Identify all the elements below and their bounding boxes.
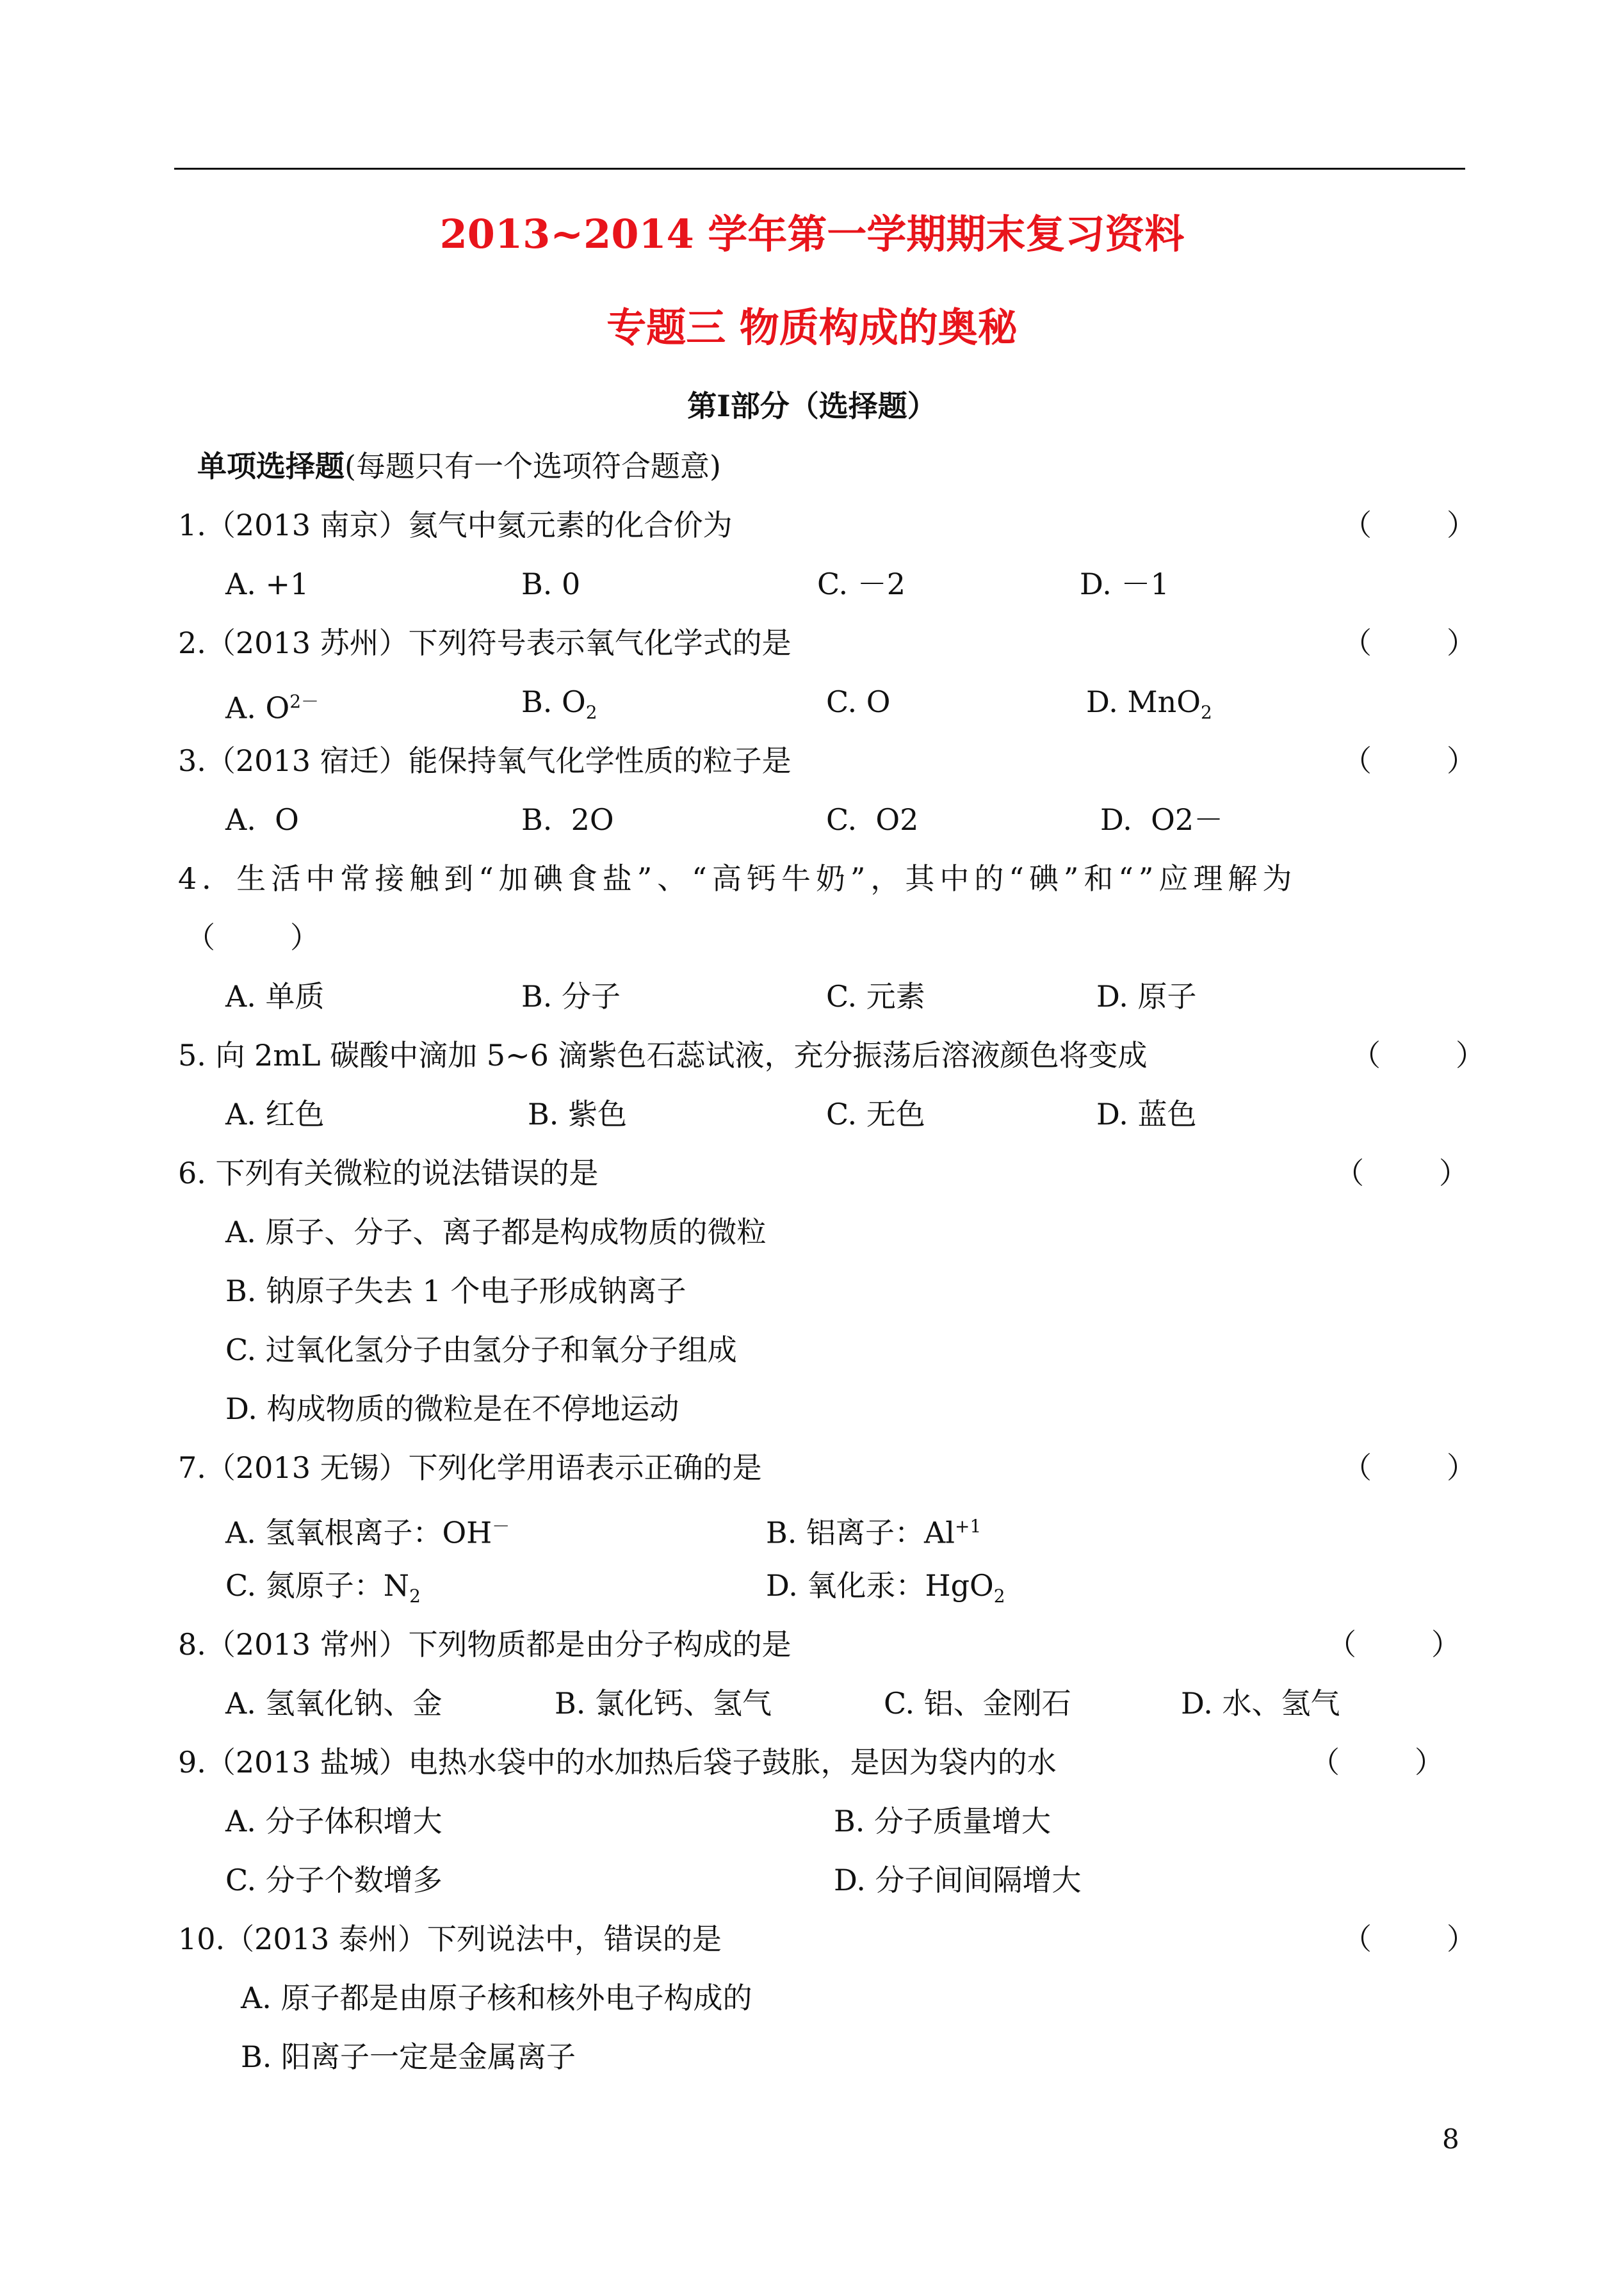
question-9-option-c: C. 分子个数增多: [225, 1863, 443, 1897]
question-7-option-c-text: C. 氮原子：N: [225, 1568, 410, 1603]
question-8-option-b: B. 氯化钙、氢气: [555, 1686, 772, 1721]
question-10-answer-paren: （ ）: [1342, 1922, 1476, 1956]
question-6-stem: 6. 下列有关微粒的说法错误的是: [178, 1156, 599, 1190]
question-2-stem: 2.（2013 苏州）下列符号表示氧气化学式的是: [178, 626, 792, 660]
question-7-option-c: [225, 1568, 421, 1614]
question-4-option-d: D. 原子: [1096, 979, 1197, 1014]
question-2-option-b-text: B. O: [521, 685, 586, 719]
question-6-option-c: C. 过氧化氢分子由氢分子和氧分子组成: [225, 1333, 737, 1367]
question-9-stem: 9.（2013 盐城）电热水袋中的水加热后袋子鼓胀，是因为袋内的水: [178, 1745, 1057, 1780]
question-7-option-a: [225, 1509, 510, 1550]
question-1-stem: 1.（2013 南京）氦气中氦元素的化合价为: [178, 508, 733, 542]
question-5-option-c: C. 无色: [826, 1097, 925, 1131]
question-7-option-a-text: A. 氢氧根离子：OH: [225, 1515, 492, 1550]
question-2-option-a-text: A. O: [225, 690, 290, 726]
question-6-option-a: A. 原子、分子、离子都是构成物质的微粒: [225, 1215, 767, 1249]
question-5-stem: 5. 向 2mL 碳酸中滴加 5~6 滴紫色石蕊试液，充分振荡后溶液颜色将变成: [178, 1038, 1148, 1073]
page-number: 8: [1442, 2123, 1459, 2155]
question-4-option-a: A. 单质: [225, 979, 325, 1014]
question-4-stem: 4．生活中常接触到“加碘食盐”、“高钙牛奶”，其中的“碘”和“”应理解为: [178, 861, 1297, 896]
question-2-option-d-text: D. MnO: [1086, 685, 1201, 719]
question-3-option-c: C. O2: [826, 802, 919, 837]
question-7-option-d-text: D. 氧化汞：HgO: [766, 1568, 994, 1603]
question-7-option-b: [766, 1509, 981, 1550]
question-7-answer-paren: （ ）: [1342, 1450, 1476, 1485]
question-2-option-a-charge: 2－: [289, 691, 320, 712]
question-2-option-b: [521, 684, 597, 731]
question-10-option-a: A. 原子都是由原子核和核外电子构成的: [241, 1981, 752, 2015]
question-8-option-a: A. 氢氧化钠、金: [225, 1686, 443, 1721]
question-1-option-d: D. －1: [1080, 567, 1169, 601]
instruction-bold: 单项选择题: [197, 449, 345, 483]
question-7-option-b-charge: +1: [954, 1516, 982, 1537]
question-8-option-c: C. 铝、金刚石: [884, 1686, 1071, 1721]
question-8-answer-paren: （ ）: [1327, 1627, 1461, 1662]
question-6-option-b: B. 钠原子失去 1 个电子形成钠离子: [225, 1274, 686, 1308]
question-9-option-a: A. 分子体积增大: [225, 1804, 443, 1838]
question-7-option-a-charge: －: [492, 1516, 510, 1537]
question-5-option-a: A. 红色: [225, 1097, 325, 1131]
question-3-option-a: A. O: [225, 802, 299, 837]
question-5-option-b: B. 紫色: [528, 1097, 628, 1131]
question-9-answer-paren: （ ）: [1310, 1745, 1444, 1780]
document-subtitle: 专题三 物质构成的奥秘: [606, 304, 1018, 351]
question-10-stem: 10.（2013 泰州）下列说法中，错误的是: [178, 1922, 722, 1956]
question-1-option-a: A. +1: [225, 567, 309, 601]
question-6-option-d: D. 构成物质的微粒是在不停地运动: [225, 1391, 679, 1426]
question-2-option-a: [225, 684, 319, 726]
question-3-option-d: D. O2－: [1100, 802, 1224, 837]
question-7-option-d-subscript: 2: [993, 1585, 1005, 1607]
question-1-answer-paren: （ ）: [1342, 508, 1476, 542]
question-5-answer-paren: （ ）: [1351, 1038, 1485, 1073]
question-8-option-d: D. 水、氢气: [1181, 1686, 1340, 1721]
header-rule: [174, 168, 1465, 170]
question-2-option-b-subscript: 2: [585, 702, 597, 724]
question-4-option-b: B. 分子: [521, 979, 621, 1014]
question-4-option-c: C. 元素: [826, 979, 925, 1014]
question-2-option-d-subscript: 2: [1200, 702, 1212, 724]
instruction: [197, 448, 721, 484]
question-7-option-b-text: B. 铝离子：Al: [766, 1515, 955, 1550]
question-5-option-d: D. 蓝色: [1096, 1097, 1197, 1131]
question-7-option-d: [766, 1568, 1005, 1614]
question-1-option-c: C. －2: [817, 567, 906, 601]
question-3-option-b: B. 2O: [521, 802, 614, 837]
question-2-answer-paren: （ ）: [1342, 626, 1476, 660]
section-heading: 第Ⅰ部分（选择题）: [687, 389, 937, 423]
question-8-stem: 8.（2013 常州）下列物质都是由分子构成的是: [178, 1627, 792, 1662]
question-7-stem: 7.（2013 无锡）下列化学用语表示正确的是: [178, 1450, 762, 1485]
question-9-option-d: D. 分子间间隔增大: [834, 1863, 1082, 1897]
question-4-answer-paren: （ ）: [186, 920, 320, 955]
question-7-option-c-subscript: 2: [409, 1585, 421, 1607]
question-10-option-b: B. 阳离子一定是金属离子: [241, 2040, 576, 2074]
question-9-option-b: B. 分子质量增大: [834, 1804, 1052, 1838]
question-2-option-d: [1086, 684, 1212, 731]
question-6-answer-paren: （ ）: [1335, 1156, 1468, 1190]
instruction-rest: (每题只有一个选项符合题意): [345, 449, 721, 483]
document-title: 2013~2014 学年第一学期期末复习资料: [439, 211, 1185, 257]
question-3-answer-paren: （ ）: [1342, 743, 1476, 778]
question-2-option-c: C. O: [826, 685, 891, 719]
question-3-stem: 3.（2013 宿迁）能保持氧气化学性质的粒子是: [178, 743, 792, 778]
question-1-option-b: B. 0: [521, 567, 581, 601]
